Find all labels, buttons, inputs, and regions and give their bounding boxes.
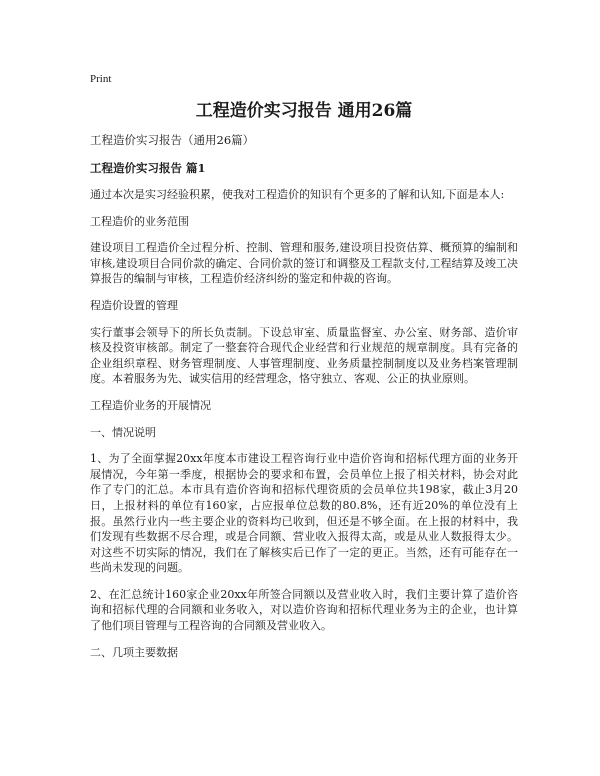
management-heading: 程造价设置的管理 xyxy=(90,298,178,312)
data-heading: 二、几项主要数据 xyxy=(90,645,178,659)
document-page xyxy=(90,72,518,671)
management-paragraph: 实行董事会领导下的所长负责制。下设总审室、质量监督室、办公室、财务部、造价审核及投资审核部。制定了一整套符合现代企业经营和行业规范的规章制度。具有完备的企业组织章程、财务管理制度、人事管理制度、业务质量控制制度以及业务档案管理制度。本着服务为先、诚实信用的经营理念，恪守独立、客观、公正的执业原则。 xyxy=(90,325,518,386)
print-label[interactable]: Print xyxy=(90,73,112,85)
situation-paragraph-2: 2、在汇总统计160家企业20xx年所签合同额以及营业收入时，我们主要计算了造价咨询和招标代理的合同额和业务收入，对以造价咨询和招标代理业务为主的企业，也计算了他们项目管理与工程咨询的合同额及营业收入。 xyxy=(90,587,518,633)
document-subtitle: 工程造价实习报告（通用26篇） xyxy=(90,133,255,147)
business-heading: 工程造价业务的开展情况 xyxy=(90,398,211,412)
document-title: 工程造价实习报告 通用26篇 xyxy=(195,101,413,121)
section-heading: 工程造价实习报告 篇1 xyxy=(90,161,206,175)
situation-heading: 一、情况说明 xyxy=(90,425,156,439)
intro-paragraph: 通过本次是实习经验积累，使我对工程造价的知识有个更多的了解和认知,下面是本人: xyxy=(90,188,505,201)
scope-paragraph: 建设项目工程造价全过程分析、控制、管理和服务,建设项目投资估算、概预算的编制和审核,建设项目合同价款的确定、合同价款的签订和调整及工程款支付,工程结算及竣工决算报告的编制与审核，工程造价经济纠纷的鉴定和仲裁的咨询。 xyxy=(90,241,518,286)
situation-paragraph-1: 1、为了全面掌握20xx年度本市建设工程咨询行业中造价咨询和招标代理方面的业务开展情况，今年第一季度，根据协会的要求和布置，会员单位上报了相关材料，协会对此作了专门的汇总。本市具有造价咨询和招标代理资质的会员单位共198家，截止3月20日，上报材料的单位有160家，占应报单位总数的80.8%，还有近20%的单位没有上报。虽然行业内一些主要企业的资料均已收到，但还是不够全面。在上报的材料中，我们发现有些数据不尽合理，或是合同额、营业收入报得太高，或是从业人数报得太少。对这些不切实际的情况，我们在了解核实后已作了一定的更正。当然，还有可能存在一些尚未发现的问题。 xyxy=(90,452,518,575)
scope-heading: 工程造价的业务范围 xyxy=(90,214,189,228)
